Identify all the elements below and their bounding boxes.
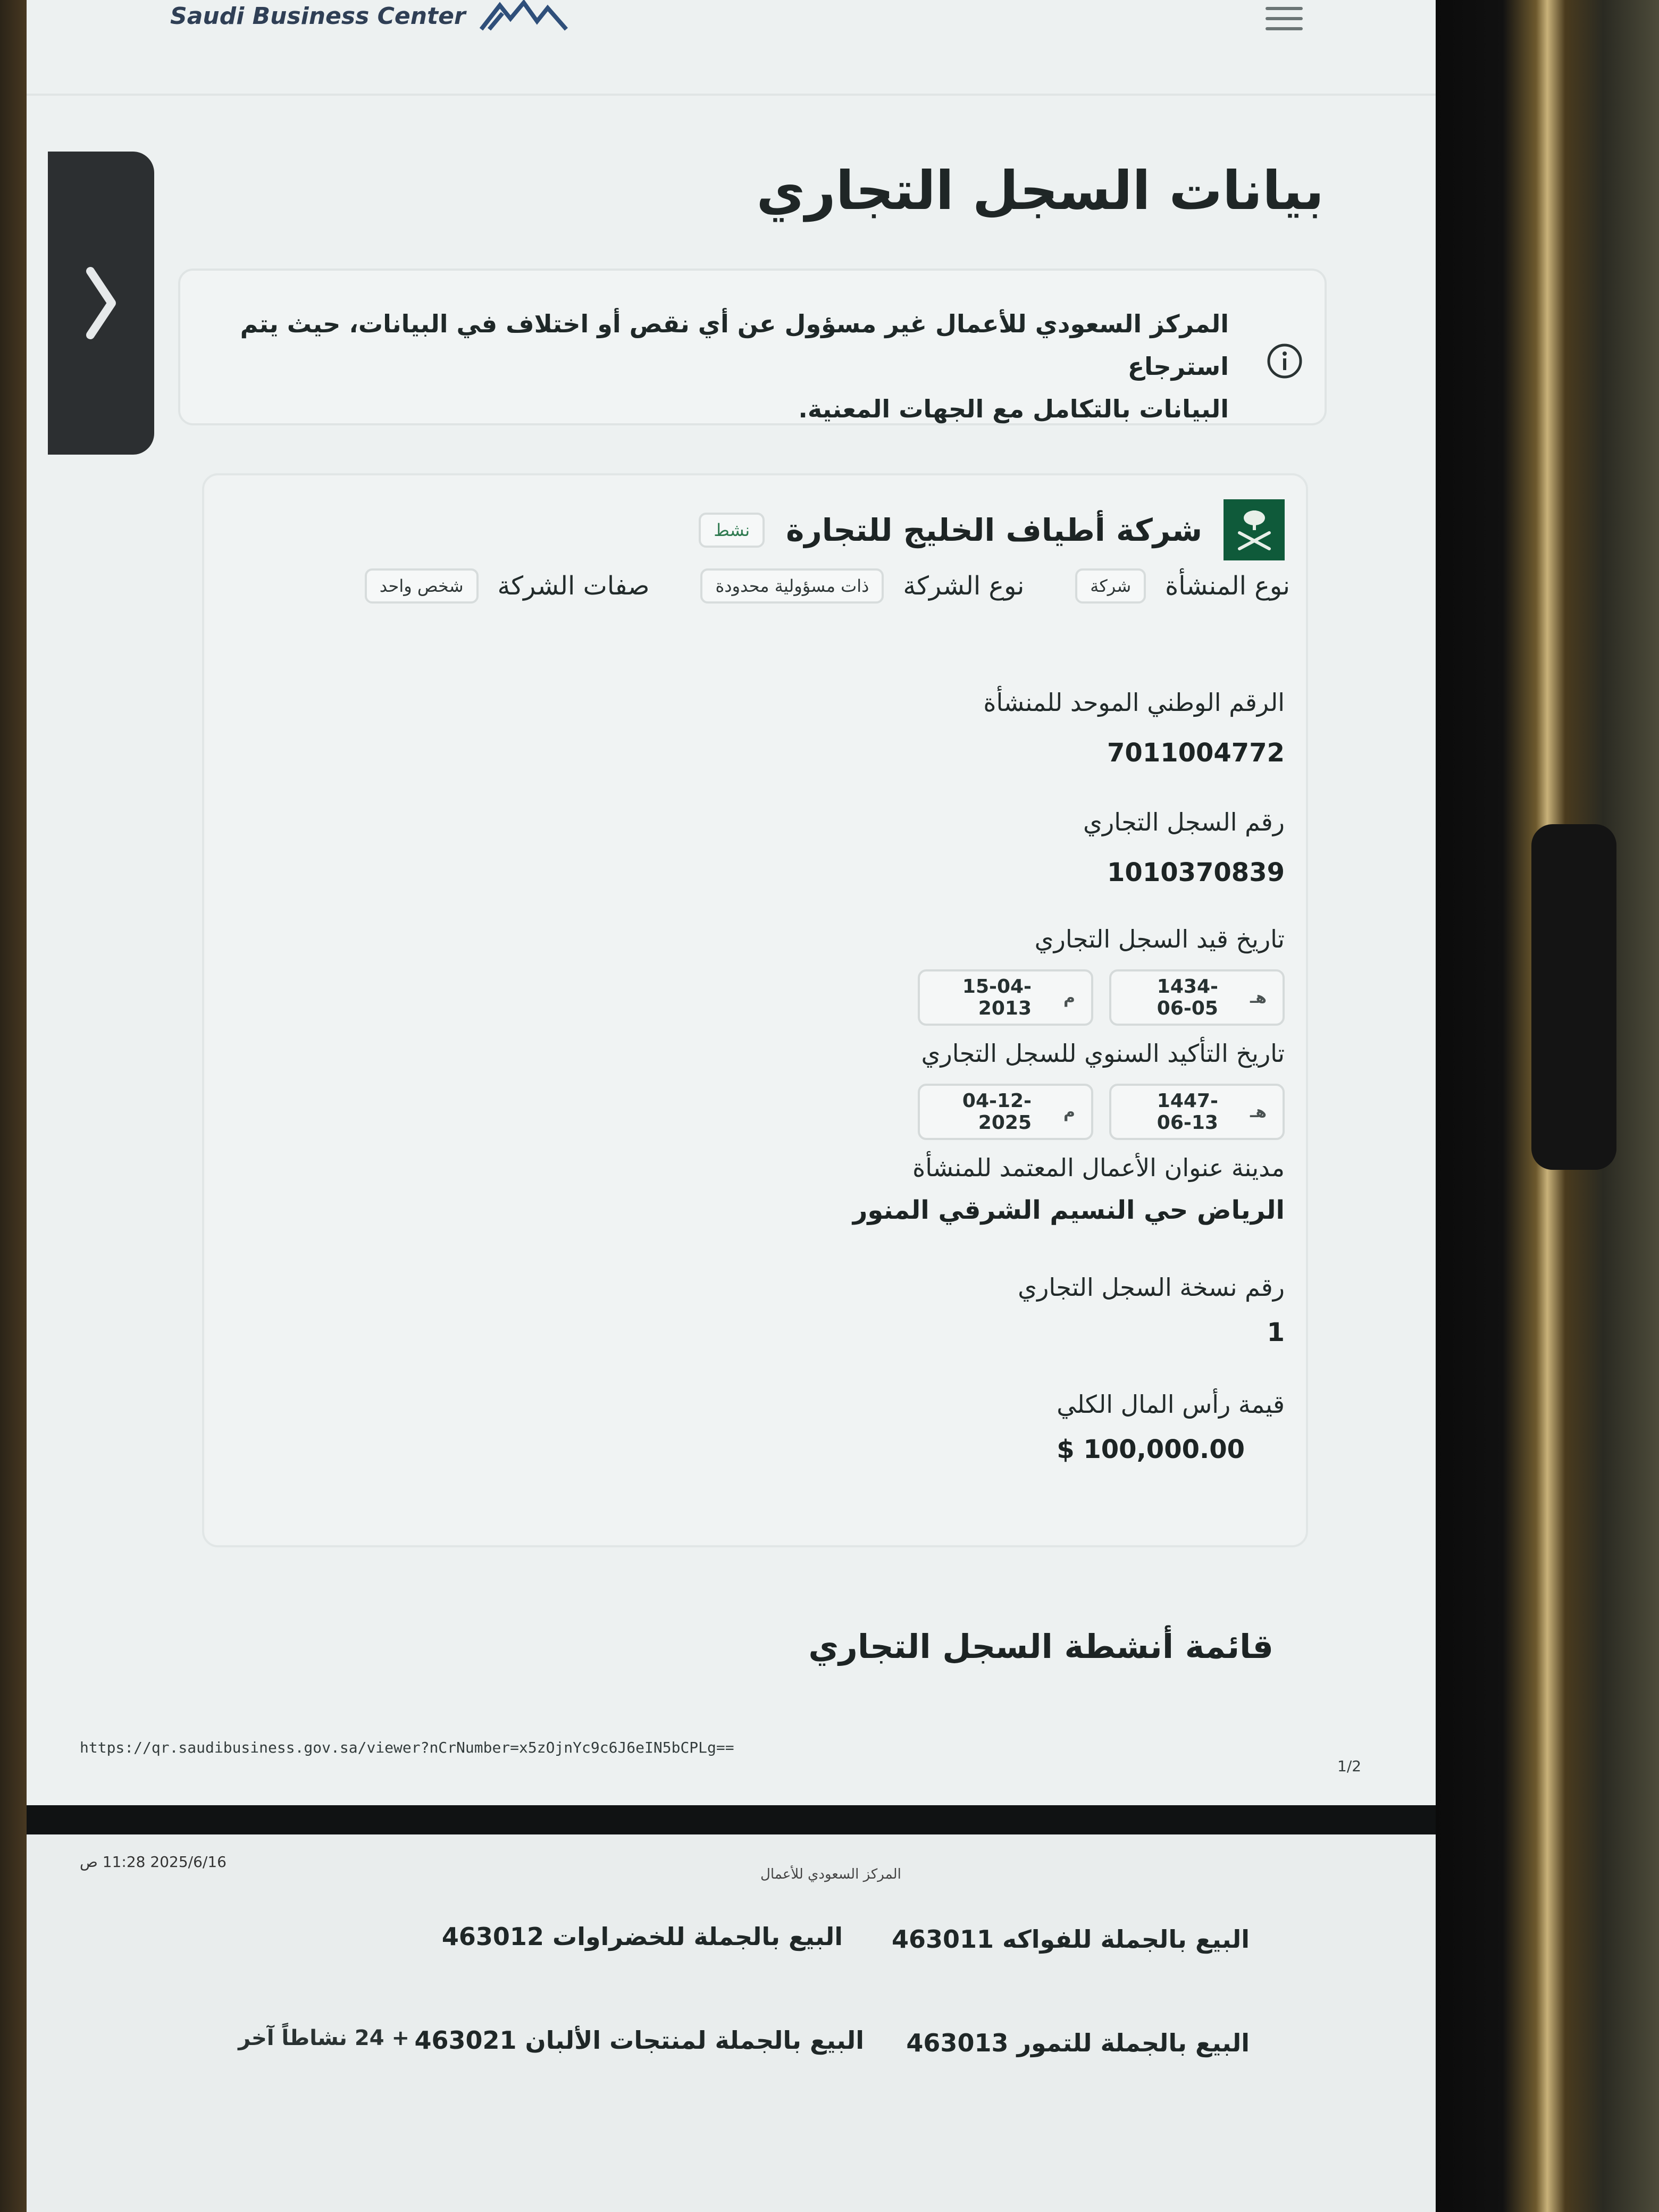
company-type-label: نوع الشركة — [903, 571, 1025, 601]
version-field — [1018, 1273, 1285, 1347]
notice-text-line2: البيانات بالتكامل مع الجهات المعنية. — [798, 395, 1229, 423]
activity-item: البيع بالجملة للتمور 463013 — [906, 2029, 1250, 2057]
chevron-right-icon — [80, 261, 122, 346]
disclaimer-notice — [178, 269, 1327, 425]
unified-number-value: 7011004772 — [1107, 738, 1285, 768]
activity-item: البيع بالجملة لمنتجات الألبان 463021 — [414, 2026, 864, 2055]
hamburger-menu-icon[interactable] — [1266, 3, 1303, 35]
entity-type-label: نوع المنشأة — [1165, 571, 1290, 601]
capital-field — [1057, 1390, 1285, 1464]
page-title: بيانات السجل التجاري — [756, 160, 1324, 222]
brand[interactable] — [170, 0, 569, 32]
issue-date-gregorian — [918, 969, 1093, 1026]
hijri-unit: هـ — [1250, 1102, 1267, 1121]
issue-date-field — [918, 925, 1285, 1026]
company-meta-row — [365, 568, 1290, 604]
issue-date-row — [918, 969, 1285, 1026]
print-page-number: 1/2 — [1337, 1757, 1362, 1775]
print-footer-url: https://qr.saudibusiness.gov.sa/viewer?nCrNumber=x5zOjnYc9c6J6eIN5bCPLg== — [80, 1739, 734, 1756]
unified-number-label: الرقم الوطني الموحد للمنشأة — [983, 688, 1285, 717]
annual-confirm-row — [918, 1084, 1285, 1140]
company-header — [699, 499, 1285, 560]
issue-date-hijri — [1109, 969, 1285, 1026]
issue-date-gregorian-value: 15-04-2013 — [962, 976, 1032, 1019]
info-icon — [1266, 342, 1303, 380]
hijri-unit: هـ — [1250, 988, 1267, 1007]
commercial-register-card — [202, 473, 1308, 1547]
drawer-toggle[interactable] — [48, 152, 154, 455]
annual-confirm-label: تاريخ التأكيد السنوي للسجل التجاري — [921, 1039, 1285, 1068]
cr-number-label: رقم السجل التجاري — [1083, 808, 1285, 836]
activity-item: البيع بالجملة للفواكه 463011 — [891, 1925, 1250, 1954]
more-activities-link[interactable]: + 24 نشاطاً آخر — [238, 2026, 409, 2050]
company-form-label: صفات الشركة — [497, 571, 650, 601]
status-badge: نشط — [699, 513, 765, 548]
issue-date-hijri-value: 1434-06-05 — [1157, 976, 1218, 1019]
print-timestamp: 2025/6/16 11:28 ص — [80, 1853, 227, 1871]
gregorian-unit: م — [1063, 988, 1075, 1007]
gregorian-unit: م — [1063, 1102, 1075, 1121]
city-value: الرياض حي النسيم الشرقي المنور — [852, 1195, 1285, 1225]
activity-item: البيع بالجملة للخضراوات 463012 — [441, 1922, 843, 1951]
annual-confirm-field — [918, 1039, 1285, 1140]
company-form-chip: شخص واحد — [365, 568, 479, 604]
print-page-2 — [27, 1834, 1436, 2212]
notice-text-line1: المركز السعودي للأعمال غير مسؤول عن أي نقص أو اختلاف في البيانات، حيث يتم استرجاع — [240, 309, 1229, 381]
capital-label: قيمة رأس المال الكلي — [1057, 1390, 1285, 1419]
print-page-1 — [27, 0, 1436, 1805]
sbc-logo-icon — [479, 0, 569, 32]
print-center-name: المركز السعودي للأعمال — [760, 1866, 901, 1882]
version-value: 1 — [1267, 1318, 1285, 1347]
phone-screen — [27, 0, 1436, 2212]
unified-number-field — [983, 688, 1285, 768]
annual-confirm-hijri-value: 1447-06-13 — [1157, 1090, 1218, 1134]
top-bar — [27, 0, 1436, 96]
brand-name: Saudi Business Center — [170, 2, 466, 30]
annual-confirm-hijri — [1109, 1084, 1285, 1140]
capital-value: $ 100,000.00 — [1057, 1435, 1245, 1464]
city-field — [853, 1153, 1285, 1225]
cr-number-field — [1083, 808, 1285, 887]
company-name: شركة أطياف الخليج للتجارة — [786, 512, 1202, 548]
cr-number-value: 1010370839 — [1107, 858, 1285, 887]
city-label: مدينة عنوان الأعمال المعتمد للمنشأة — [912, 1153, 1285, 1182]
annual-confirm-gregorian — [918, 1084, 1093, 1140]
entity-type-chip: شركة — [1075, 568, 1146, 604]
issue-date-label: تاريخ قيد السجل التجاري — [1034, 925, 1285, 953]
page-divider — [27, 1805, 1436, 1834]
version-label: رقم نسخة السجل التجاري — [1018, 1273, 1285, 1302]
phone-side-button — [1531, 824, 1616, 1170]
annual-confirm-gregorian-value: 04-12-2025 — [962, 1090, 1032, 1134]
activities-section-title: قائمة أنشطة السجل التجاري — [808, 1627, 1273, 1666]
company-type-chip: ذات مسؤولية محدودة — [700, 568, 884, 604]
saudi-emblem-icon — [1224, 499, 1285, 560]
